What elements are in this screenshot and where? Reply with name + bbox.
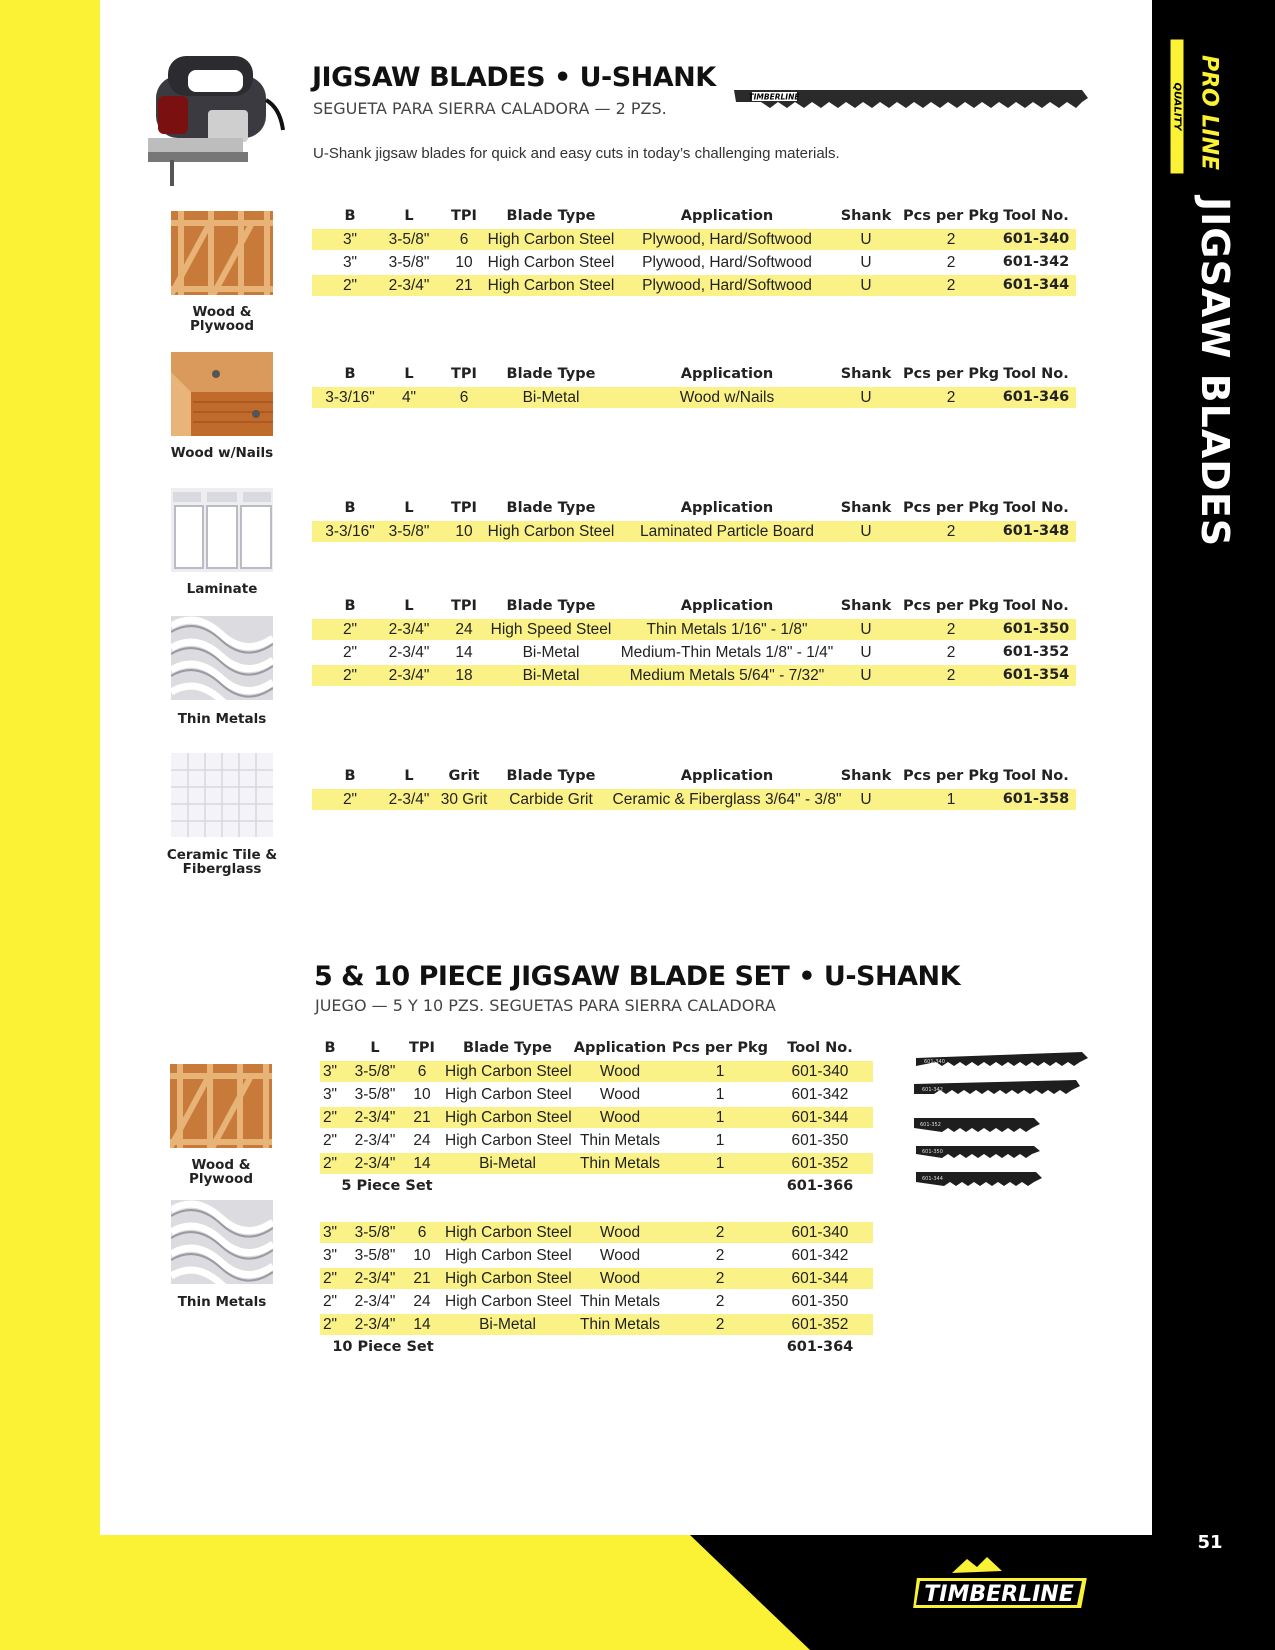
cell-tool-no: 601-358 <box>1002 791 1070 807</box>
header-blade-type: Blade Type <box>506 500 596 516</box>
cell-pcs: 2 <box>946 523 956 540</box>
table-row <box>320 1291 873 1312</box>
cell-application: Plywood, Hard/Softwood <box>642 277 812 294</box>
header-tool-no: Tool No. <box>1003 500 1069 516</box>
set-thin-metals-image <box>171 1200 273 1284</box>
yellow-left-band <box>0 0 100 1650</box>
header-l: L <box>370 1040 380 1056</box>
cell-application: Medium-Thin Metals 1/8" - 1/4" <box>620 644 834 661</box>
timberline-logo-graphic <box>912 1553 1092 1615</box>
table-row <box>312 387 1076 408</box>
section2-subtitle: JUEGO — 5 Y 10 PZS. SEGUETAS PARA SIERRA CALADORA <box>315 996 776 1015</box>
cell-b: 3" <box>322 1224 338 1241</box>
header-application: Application <box>680 366 774 382</box>
laminate-image <box>171 488 273 572</box>
header-tool-no: Tool No. <box>1003 768 1069 784</box>
table-header <box>312 596 1076 617</box>
cell-shank: U <box>860 389 872 406</box>
header-pcs: Pcs per Pkg <box>903 208 999 224</box>
cell-pcs: 2 <box>946 254 956 271</box>
header-application: Application <box>680 598 774 614</box>
cell-l: 3-5/8" <box>388 231 430 248</box>
table-row <box>312 619 1076 640</box>
cell-tpi: 21 <box>413 1109 431 1126</box>
header-l: L <box>404 500 414 516</box>
header-tpi: TPI <box>451 598 477 614</box>
table-header <box>312 206 1076 227</box>
cell-blade-type: High Carbon Steel <box>487 231 615 248</box>
blade-brand-text: TIMBERLINE <box>748 92 800 102</box>
pro-line-badge <box>1171 52 1236 182</box>
cell-shank: U <box>860 644 872 661</box>
table-row <box>312 275 1076 296</box>
cell-pcs: 2 <box>946 389 956 406</box>
cell-b: 2" <box>322 1155 338 1172</box>
cell-pcs: 2 <box>715 1224 725 1241</box>
cell-blade-type: Carbide Grit <box>509 791 593 808</box>
cell-application: Wood <box>599 1247 641 1264</box>
cell-tool-no: 601-352 <box>1002 644 1070 660</box>
header-application: Application <box>573 1040 667 1056</box>
cell-b: 2" <box>342 644 358 661</box>
header-application: Application <box>680 208 774 224</box>
set5-tool-no: 601-366 <box>786 1178 854 1194</box>
caption-thin-metals: Thin Metals <box>177 711 267 727</box>
cell-blade-type: Bi-Metal <box>479 1155 536 1172</box>
header-b: B <box>344 598 356 614</box>
set-wood-plywood-image <box>170 1064 272 1148</box>
table-row <box>312 789 1076 810</box>
header-tpi: TPI <box>451 208 477 224</box>
table-header <box>312 498 1076 519</box>
cell-tool-no: 601-340 <box>791 1224 849 1241</box>
header-blade-type: Blade Type <box>506 366 596 382</box>
set-total-row <box>320 1176 873 1197</box>
header-tool-no: Tool No. <box>1003 598 1069 614</box>
section1-subtitle: SEGUETA PARA SIERRA CALADORA — 2 PZS. <box>313 99 667 118</box>
cell-blade-type: High Carbon Steel <box>445 1086 572 1103</box>
cell-application: Wood w/Nails <box>679 389 775 406</box>
page-number: 51 <box>1197 1532 1223 1553</box>
cell-shank: U <box>860 791 872 808</box>
cell-l: 2-3/4" <box>354 1293 396 1310</box>
table-row <box>320 1314 873 1335</box>
cell-blade-type: Bi-Metal <box>522 389 580 406</box>
cell-tool-no: 601-350 <box>1002 621 1070 637</box>
cell-l: 3-5/8" <box>354 1224 396 1241</box>
table-row <box>320 1061 873 1082</box>
cell-blade-type: High Carbon Steel <box>445 1270 572 1287</box>
cell-tpi: 21 <box>455 277 473 294</box>
cell-application: Wood <box>599 1109 641 1126</box>
blade-label: 601-342 <box>922 1087 943 1093</box>
header-tpi: TPI <box>451 500 477 516</box>
caption-set-thin-metals: Thin Metals <box>177 1294 267 1310</box>
cell-b: 3-3/16" <box>325 389 375 406</box>
header-shank: Shank <box>840 598 892 614</box>
header-application: Application <box>680 500 774 516</box>
pro-line-text: PRO LINE <box>1196 54 1222 171</box>
set-blade-5 <box>916 1172 1042 1186</box>
cell-l: 2-3/4" <box>354 1316 396 1333</box>
cell-tool-no: 601-344 <box>791 1109 849 1126</box>
header-tool-no: Tool No. <box>787 1040 853 1056</box>
cell-pcs: 1 <box>715 1086 725 1103</box>
table-row <box>312 252 1076 273</box>
blade-label: 601-340 <box>924 1059 945 1065</box>
cell-tool-no: 601-342 <box>791 1086 849 1103</box>
cell-grit: 30 Grit <box>440 791 488 808</box>
cell-l: 2-3/4" <box>388 667 430 684</box>
table-header <box>320 1038 873 1059</box>
set10-label: 10 Piece Set <box>332 1339 434 1355</box>
wood-nails-image <box>171 352 273 436</box>
header-b: B <box>344 768 356 784</box>
cell-tool-no: 601-352 <box>791 1316 849 1333</box>
table-row <box>312 665 1076 686</box>
table-header <box>312 766 1076 787</box>
cell-blade-type: High Carbon Steel <box>445 1063 572 1080</box>
cell-l: 2-3/4" <box>354 1270 396 1287</box>
cell-b: 2" <box>342 667 358 684</box>
cell-l: 3-5/8" <box>388 254 430 271</box>
cell-l: 2-3/4" <box>354 1132 396 1149</box>
quality-text: QUALITY <box>1171 40 1184 174</box>
cell-blade-type: High Carbon Steel <box>445 1132 572 1149</box>
cell-l: 3-5/8" <box>354 1247 396 1264</box>
cell-l: 2-3/4" <box>354 1109 396 1126</box>
timberline-logo <box>912 1553 1092 1615</box>
cell-b: 2" <box>322 1132 338 1149</box>
header-l: L <box>404 598 414 614</box>
cell-application: Thin Metals <box>579 1155 661 1172</box>
header-pcs: Pcs per Pkg <box>903 500 999 516</box>
cell-blade-type: High Carbon Steel <box>445 1109 572 1126</box>
cell-application: Wood <box>599 1224 641 1241</box>
cell-l: 4" <box>401 389 417 406</box>
cell-shank: U <box>860 231 872 248</box>
cell-blade-type: High Carbon Steel <box>487 277 615 294</box>
cell-tool-no: 601-350 <box>791 1132 849 1149</box>
cell-application: Thin Metals 1/16" - 1/8" <box>646 621 808 638</box>
cell-blade-type: Bi-Metal <box>522 667 580 684</box>
header-pcs: Pcs per Pkg <box>903 598 999 614</box>
blade-set-image <box>912 1048 1092 1198</box>
section1-title: JIGSAW BLADES • U-SHANK <box>312 62 716 93</box>
header-l: L <box>404 366 414 382</box>
header-shank: Shank <box>840 768 892 784</box>
header-b: B <box>324 1040 336 1056</box>
cell-application: Thin Metals <box>579 1132 661 1149</box>
table-row <box>312 229 1076 250</box>
header-blade-type: Blade Type <box>506 208 596 224</box>
set-blade-4 <box>916 1146 1040 1158</box>
cell-shank: U <box>860 523 872 540</box>
cell-l: 3-5/8" <box>388 523 430 540</box>
cell-l: 2-3/4" <box>388 791 430 808</box>
cell-pcs: 2 <box>715 1293 725 1310</box>
cell-b: 2" <box>342 791 358 808</box>
section2-title: 5 & 10 PIECE JIGSAW BLADE SET • U-SHANK <box>314 961 960 992</box>
cell-b: 3" <box>342 231 358 248</box>
cell-pcs: 2 <box>715 1247 725 1264</box>
cell-pcs: 1 <box>715 1109 725 1126</box>
side-title <box>1190 195 1240 548</box>
header-blade-type: Blade Type <box>506 598 596 614</box>
header-blade-type: Blade Type <box>506 768 596 784</box>
cell-pcs: 2 <box>946 277 956 294</box>
header-pcs: Pcs per Pkg <box>903 768 999 784</box>
cell-blade-type: High Speed Steel <box>490 621 612 638</box>
cell-application: Wood <box>599 1270 641 1287</box>
cell-tpi: 18 <box>455 667 473 684</box>
blade-label: 601-350 <box>922 1149 943 1155</box>
cell-tpi: 10 <box>455 523 473 540</box>
header-tpi: TPI <box>451 366 477 382</box>
cell-b: 3" <box>322 1063 338 1080</box>
jigsaw-tool-image <box>148 48 288 188</box>
cell-b: 2" <box>342 277 358 294</box>
cell-l: 2-3/4" <box>354 1155 396 1172</box>
header-tpi: TPI <box>409 1040 435 1056</box>
header-tool-no: Tool No. <box>1003 208 1069 224</box>
header-shank: Shank <box>840 500 892 516</box>
svg-text:TIMBERLINE: TIMBERLINE <box>924 1582 1074 1607</box>
cell-application: Plywood, Hard/Softwood <box>642 254 812 271</box>
cell-tpi: 24 <box>413 1132 431 1149</box>
wood-plywood-image <box>171 211 273 295</box>
header-pcs: Pcs per Pkg <box>672 1040 768 1056</box>
cell-tool-no: 601-342 <box>1002 254 1070 270</box>
header-l: L <box>404 208 414 224</box>
cell-tool-no: 601-352 <box>791 1155 849 1172</box>
cell-b: 2" <box>322 1270 338 1287</box>
table-header <box>312 364 1076 385</box>
cell-b: 2" <box>322 1316 338 1333</box>
cell-tool-no: 601-354 <box>1002 667 1070 683</box>
cell-tool-no: 601-348 <box>1002 523 1070 539</box>
cell-l: 2-3/4" <box>388 644 430 661</box>
cell-blade-type: High Carbon Steel <box>445 1293 572 1310</box>
cell-application: Thin Metals <box>579 1316 661 1333</box>
cell-blade-type: Bi-Metal <box>479 1316 536 1333</box>
table-row <box>312 642 1076 663</box>
header-shank: Shank <box>840 208 892 224</box>
table-row <box>320 1107 873 1128</box>
table-row <box>320 1245 873 1266</box>
cell-b: 2" <box>322 1109 338 1126</box>
set-blade-3 <box>914 1118 1040 1132</box>
cell-tpi: 24 <box>413 1293 431 1310</box>
set-blade-2 <box>914 1080 1080 1094</box>
cell-pcs: 2 <box>946 231 956 248</box>
cell-l: 3-5/8" <box>354 1063 396 1080</box>
cell-application: Medium Metals 5/64" - 7/32" <box>629 667 825 684</box>
cell-b: 2" <box>342 621 358 638</box>
cell-tpi: 10 <box>413 1086 431 1103</box>
cell-blade-type: High Carbon Steel <box>445 1247 572 1264</box>
cell-application: Wood <box>599 1063 641 1080</box>
cell-tool-no: 601-344 <box>791 1270 849 1287</box>
cell-l: 3-5/8" <box>354 1086 396 1103</box>
cell-tpi: 14 <box>413 1316 431 1333</box>
caption-set-wood-plywood: Wood & Plywood <box>188 1157 253 1187</box>
cell-application: Laminated Particle Board <box>639 523 815 540</box>
cell-tpi: 6 <box>417 1063 427 1080</box>
cell-tool-no: 601-342 <box>791 1247 849 1264</box>
table-row <box>320 1153 873 1174</box>
table-row <box>320 1130 873 1151</box>
cell-pcs: 1 <box>715 1155 725 1172</box>
cell-l: 2-3/4" <box>388 621 430 638</box>
cell-b: 3" <box>322 1086 338 1103</box>
cell-tpi: 14 <box>455 644 473 661</box>
cell-pcs: 2 <box>946 667 956 684</box>
cell-pcs: 2 <box>715 1270 725 1287</box>
cell-application: Thin Metals <box>579 1293 661 1310</box>
cell-b: 3-3/16" <box>325 523 375 540</box>
header-b: B <box>344 366 356 382</box>
cell-pcs: 2 <box>946 644 956 661</box>
section1-description: U-Shank jigsaw blades for quick and easy cuts in today’s challenging materials. <box>313 145 840 162</box>
cell-shank: U <box>860 277 872 294</box>
blade-label: 601-344 <box>922 1176 943 1182</box>
cell-tpi: 6 <box>417 1224 427 1241</box>
cell-tool-no: 601-346 <box>1002 389 1070 405</box>
cell-blade-type: High Carbon Steel <box>487 523 615 540</box>
cell-blade-type: High Carbon Steel <box>445 1224 572 1241</box>
cell-b: 3" <box>322 1247 338 1264</box>
cell-pcs: 1 <box>946 791 956 808</box>
cell-pcs: 2 <box>715 1316 725 1333</box>
set5-label: 5 Piece Set <box>341 1178 433 1194</box>
cell-tpi: 6 <box>459 389 469 406</box>
cell-application: Wood <box>599 1086 641 1103</box>
header-l: L <box>404 768 414 784</box>
cell-tool-no: 601-350 <box>791 1293 849 1310</box>
cell-b: 3" <box>342 254 358 271</box>
cell-tpi: 14 <box>413 1155 431 1172</box>
cell-tpi: 21 <box>413 1270 431 1287</box>
cell-shank: U <box>860 667 872 684</box>
cell-pcs: 2 <box>946 621 956 638</box>
jigsaw-blade-image <box>732 82 1092 114</box>
cell-tpi: 10 <box>455 254 473 271</box>
cell-tpi: 24 <box>455 621 473 638</box>
header-application: Application <box>680 768 774 784</box>
side-title-text: JIGSAW BLADES <box>1193 197 1237 548</box>
header-tool-no: Tool No. <box>1003 366 1069 382</box>
caption-wood-plywood: Wood & Plywood <box>189 304 254 334</box>
cell-blade-type: Bi-Metal <box>522 644 580 661</box>
blade-label: 601-352 <box>920 1122 941 1128</box>
cell-application: Ceramic & Fiberglass 3/64" - 3/8" <box>612 791 842 808</box>
cell-tool-no: 601-340 <box>791 1063 849 1080</box>
ceramic-tile-image <box>171 753 273 837</box>
cell-tpi: 6 <box>459 231 469 248</box>
cell-pcs: 1 <box>715 1132 725 1149</box>
header-pcs: Pcs per Pkg <box>903 366 999 382</box>
cell-l: 2-3/4" <box>388 277 430 294</box>
table-row <box>312 521 1076 542</box>
header-grit: Grit <box>448 768 480 784</box>
cell-b: 2" <box>322 1293 338 1310</box>
table-row <box>320 1268 873 1289</box>
header-blade-type: Blade Type <box>463 1040 552 1056</box>
table-row <box>320 1222 873 1243</box>
cell-tool-no: 601-340 <box>1002 231 1070 247</box>
header-b: B <box>344 208 356 224</box>
cell-pcs: 1 <box>715 1063 725 1080</box>
cell-blade-type: High Carbon Steel <box>487 254 615 271</box>
header-b: B <box>344 500 356 516</box>
caption-wood-nails: Wood w/Nails <box>170 445 274 461</box>
thin-metals-image <box>171 616 273 700</box>
cell-shank: U <box>860 621 872 638</box>
header-shank: Shank <box>840 366 892 382</box>
caption-ceramic-tile: Ceramic Tile & Fiberglass <box>166 847 278 877</box>
caption-laminate: Laminate <box>186 581 258 597</box>
set10-tool-no: 601-364 <box>786 1339 854 1355</box>
cell-shank: U <box>860 254 872 271</box>
cell-application: Plywood, Hard/Softwood <box>642 231 812 248</box>
table-row <box>320 1084 873 1105</box>
set-total-row <box>320 1337 873 1358</box>
cell-tool-no: 601-344 <box>1002 277 1070 293</box>
set-blade-1 <box>916 1052 1088 1066</box>
cell-tpi: 10 <box>413 1247 431 1264</box>
